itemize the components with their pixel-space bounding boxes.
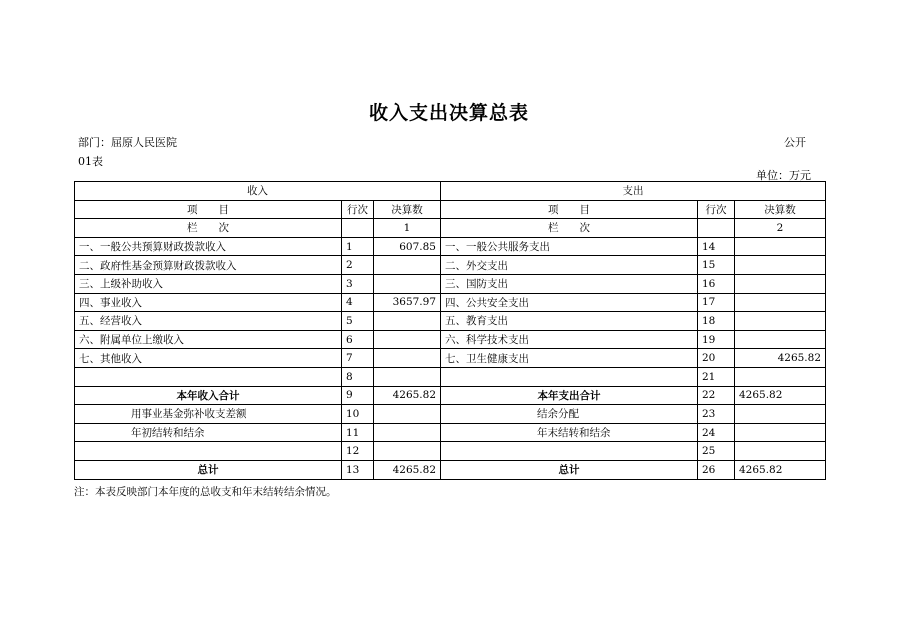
income-amount [374, 349, 441, 368]
grand-income-total-amount: 4265.82 [374, 460, 441, 479]
income-item [75, 367, 342, 386]
income-item: 三、上级补助收入 [75, 274, 342, 293]
expense-item: 年末结转和结余 [441, 423, 698, 442]
table-row [75, 405, 826, 424]
income-amount [374, 442, 441, 461]
column-index-row [75, 219, 826, 238]
expense-item [441, 442, 698, 461]
income-amount [374, 256, 441, 275]
year-income-total-amount: 4265.82 [374, 386, 441, 405]
income-item: 四、事业收入 [75, 293, 342, 312]
income-amount-header: 决算数 [374, 200, 441, 219]
expense-line-no: 24 [698, 423, 735, 442]
expense-item: 二、外交支出 [441, 256, 698, 275]
grand-expense-total-no: 26 [698, 460, 735, 479]
expense-item: 三、国防支出 [441, 274, 698, 293]
table-row [75, 274, 826, 293]
year-expense-total-label: 本年支出合计 [441, 386, 698, 405]
expense-amount [735, 256, 826, 275]
income-line-no: 12 [342, 442, 374, 461]
income-amount [374, 312, 441, 331]
table-row [75, 330, 826, 349]
grand-income-total-label: 总计 [75, 460, 342, 479]
expense-line-no: 14 [698, 237, 735, 256]
footnote: 注：本表反映部门本年度的总收支和年末结转结余情况。 [74, 486, 337, 498]
expense-line-no: 16 [698, 274, 735, 293]
year-income-total-label: 本年收入合计 [75, 386, 342, 405]
expense-item: 五、教育支出 [441, 312, 698, 331]
expense-amount [735, 293, 826, 312]
grand-total-row [75, 460, 826, 479]
grand-expense-total-amount: 4265.82 [735, 460, 826, 479]
expense-line-no: 17 [698, 293, 735, 312]
expense-amount [735, 405, 826, 424]
income-item: 二、政府性基金预算财政拨款收入 [75, 256, 342, 275]
income-item: 用事业基金弥补收支差额 [75, 405, 342, 424]
table-row [75, 442, 826, 461]
expense-line-no-header: 行次 [698, 200, 735, 219]
table-row [75, 293, 826, 312]
income-line-no-header: 行次 [342, 200, 374, 219]
expense-item-header: 项 目 [441, 200, 698, 219]
income-line-no: 1 [342, 237, 374, 256]
year-income-total-no: 9 [342, 386, 374, 405]
income-column-index: 1 [374, 219, 441, 238]
income-item: 五、经营收入 [75, 312, 342, 331]
income-section-header: 收入 [75, 182, 441, 201]
expense-item: 一、一般公共服务支出 [441, 237, 698, 256]
unit-label: 单位：万元 [756, 169, 811, 182]
expense-amount: 4265.82 [735, 349, 826, 368]
expense-item [441, 367, 698, 386]
income-line-no: 6 [342, 330, 374, 349]
expense-item: 六、科学技术支出 [441, 330, 698, 349]
income-line-no: 2 [342, 256, 374, 275]
public-label: 公开 [784, 136, 806, 149]
year-total-row [75, 386, 826, 405]
expense-line-no: 21 [698, 367, 735, 386]
income-line-no: 8 [342, 367, 374, 386]
income-expense-table [74, 181, 826, 480]
income-line-no: 7 [342, 349, 374, 368]
expense-line-no: 19 [698, 330, 735, 349]
expense-column-index: 2 [735, 219, 826, 238]
empty-cell [698, 219, 735, 238]
income-amount: 607.85 [374, 237, 441, 256]
table-row [75, 423, 826, 442]
income-amount: 3657.97 [374, 293, 441, 312]
expense-line-no: 18 [698, 312, 735, 331]
income-item-header: 项 目 [75, 200, 342, 219]
income-line-no: 10 [342, 405, 374, 424]
empty-cell [342, 219, 374, 238]
expense-item: 四、公共安全支出 [441, 293, 698, 312]
department-label: 部门：屈原人民医院 [78, 136, 177, 149]
expense-item: 结余分配 [441, 405, 698, 424]
income-amount [374, 274, 441, 293]
expense-amount [735, 312, 826, 331]
expense-amount [735, 274, 826, 293]
expense-amount [735, 237, 826, 256]
income-line-no: 5 [342, 312, 374, 331]
expense-amount [735, 442, 826, 461]
expense-amount [735, 423, 826, 442]
expense-line-no: 23 [698, 405, 735, 424]
expense-column-label: 栏 次 [441, 219, 698, 238]
expense-line-no: 25 [698, 442, 735, 461]
form-number: 01表 [78, 155, 103, 168]
section-header-row [75, 182, 826, 201]
expense-line-no: 20 [698, 349, 735, 368]
income-amount [374, 405, 441, 424]
income-amount [374, 367, 441, 386]
page-title: 收入支出决算总表 [368, 102, 529, 124]
income-item: 七、其他收入 [75, 349, 342, 368]
income-item [75, 442, 342, 461]
income-line-no: 11 [342, 423, 374, 442]
table-row [75, 256, 826, 275]
expense-item: 七、卫生健康支出 [441, 349, 698, 368]
expense-section-header: 支出 [441, 182, 826, 201]
expense-amount-header: 决算数 [735, 200, 826, 219]
grand-income-total-no: 13 [342, 460, 374, 479]
income-amount [374, 330, 441, 349]
table-row [75, 349, 826, 368]
year-expense-total-amount: 4265.82 [735, 386, 826, 405]
expense-line-no: 15 [698, 256, 735, 275]
expense-amount [735, 367, 826, 386]
extra-rows [75, 405, 826, 461]
table-row [75, 312, 826, 331]
table-row [75, 237, 826, 256]
income-column-label: 栏 次 [75, 219, 342, 238]
expense-amount [735, 330, 826, 349]
income-item: 年初结转和结余 [75, 423, 342, 442]
income-item: 一、一般公共预算财政拨款收入 [75, 237, 342, 256]
column-header-row [75, 200, 826, 219]
income-item: 六、附属单位上缴收入 [75, 330, 342, 349]
income-line-no: 4 [342, 293, 374, 312]
year-expense-total-no: 22 [698, 386, 735, 405]
table-body [75, 237, 826, 386]
income-amount [374, 423, 441, 442]
income-line-no: 3 [342, 274, 374, 293]
table-row [75, 367, 826, 386]
grand-expense-total-label: 总计 [441, 460, 698, 479]
